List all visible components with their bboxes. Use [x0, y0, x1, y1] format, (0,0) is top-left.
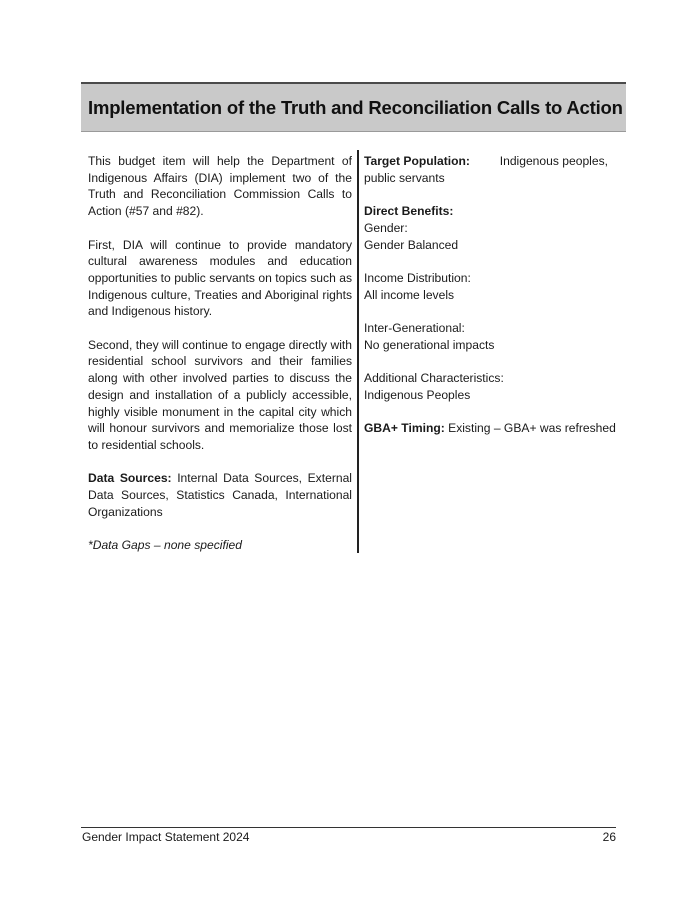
- left-column: [88, 153, 352, 554]
- data-gaps-note: *Data Gaps – none specified: [88, 538, 242, 553]
- gba-timing: [364, 420, 616, 437]
- data-sources-label: Data Sources:: [88, 471, 172, 486]
- footer-rule: [81, 827, 616, 828]
- direct-benefits: [364, 203, 608, 253]
- description-paragraph-1: This budget item will help the Department of Indigenous Affairs (DIA) implement two of the Truth and Reconciliation Commission Calls to Action (#57 and #82).: [88, 154, 352, 219]
- section-title: Implementation of the Truth and Reconciliation Calls to Action: [88, 96, 623, 118]
- additional-characteristics-value: Indigenous Peoples: [364, 387, 471, 402]
- gender-label: Gender:: [364, 220, 408, 235]
- description-paragraph-2: First, DIA will continue to provide mandatory cultural awareness modules and education opportunities to public servants on topics such as Indigenous culture, Treaties and Aboriginal rights and Indigenous history.: [88, 237, 352, 319]
- right-column: [364, 153, 616, 454]
- target-population-label: Target Population:: [364, 154, 470, 168]
- description-paragraph-3: Second, they will continue to engage directly with residential school survivors and their families along with other involved parties to discuss the design and installation of a publicly accessible, highly visible monument in the capital city which will honour survivors and memorialize those lost to residential schools.: [88, 337, 352, 452]
- income-distribution: [364, 270, 608, 303]
- gba-timing-label: GBA+ Timing:: [364, 421, 445, 436]
- footer-page-number: 26: [602, 830, 616, 844]
- additional-characteristics-label: Additional Characteristics:: [364, 371, 504, 386]
- inter-generational-label: Inter-Generational:: [364, 320, 465, 335]
- target-population-value-1: Indigenous peoples,: [499, 154, 608, 168]
- additional-characteristics: [364, 370, 608, 403]
- inter-generational: [364, 320, 608, 353]
- income-distribution-value: All income levels: [364, 287, 455, 302]
- gender-value: Gender Balanced: [364, 237, 459, 252]
- column-divider: [357, 150, 359, 553]
- target-population-value-2: public servants: [364, 170, 445, 185]
- footer-document-title: Gender Impact Statement 2024: [82, 830, 250, 844]
- data-sources-value: Internal Data Sources, External Data Sources, Statistics Canada, International Organizations: [88, 471, 352, 519]
- section-title-banner: [81, 82, 626, 132]
- gba-timing-value: Existing – GBA+ was refreshed: [448, 421, 616, 436]
- inter-generational-value: No generational impacts: [364, 337, 495, 352]
- income-distribution-label: Income Distribution:: [364, 270, 471, 285]
- data-sources: [88, 470, 352, 520]
- direct-benefits-label: Direct Benefits:: [364, 204, 454, 219]
- target-population: [364, 153, 608, 186]
